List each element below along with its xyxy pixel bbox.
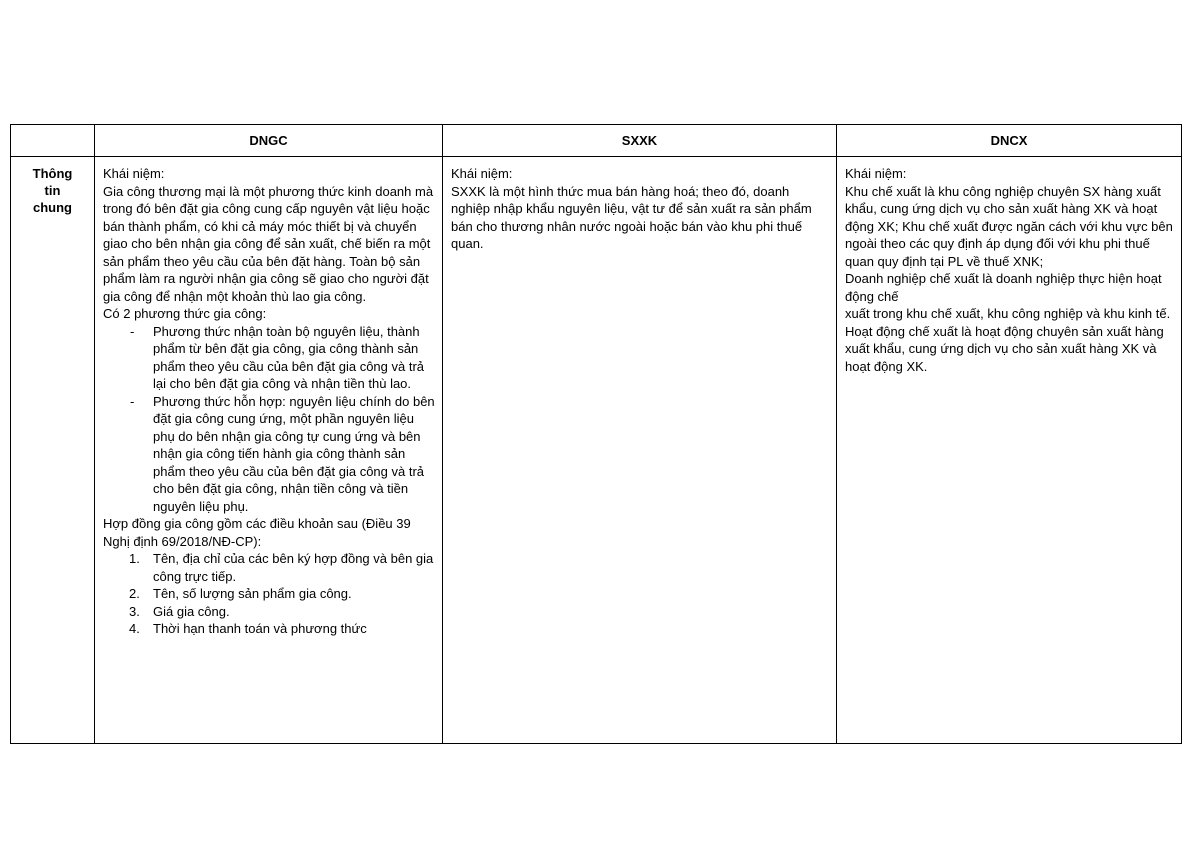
list-item-text: Tên, địa chỉ của các bên ký hợp đồng và bên gia công trực tiếp. [153,551,434,584]
header-sxxk: SXXK [443,125,837,157]
dngc-methods-intro: Có 2 phương thức gia công: [103,306,267,321]
row-label-line: Thông [32,166,73,181]
dngc-cell [95,157,443,744]
comparison-table [10,124,1182,744]
dngc-concept-text: Gia công thương mại là một phương thức kinh doanh mà trong đó bên đặt gia công cung cấp nguyên vật liệu hoặc bán thành phẩm, có khi cả máy móc thiết bị và chuyển giao cho bên nhận gia công để sản xuất, chế biến ra một sản phẩm theo yêu cầu của bên đặt hàng. Toàn bộ sản phẩm làm ra người nhận gia công sẽ giao cho người đặt gia công để nhận một khoản thù lao gia công. [103,183,434,304]
dngc-methods-list [103,323,436,516]
dngc-contract-terms-list [103,550,436,638]
dncx-cell [837,157,1182,744]
dash-marker: - [130,323,135,339]
list-item [103,393,436,516]
dncx-concept-label: Khái niệm: [845,166,907,181]
header-empty-cell [11,125,95,157]
header-dncx: DNCX [837,125,1182,157]
list-item-text: Phương thức nhận toàn bộ nguyên liệu, thành phẩm từ bên đặt gia công, gia công thành sản phẩm theo yêu cầu của bên đặt gia công và trả lại cho bên đặt gia công và nhận tiền thù lao. [153,323,425,391]
sxxk-concept-text: SXXK là một hình thức mua bán hàng hoá; theo đó, doanh nghiệp nhập khẩu nguyên liệu, vật tư để sản xuất ra sản phẩm bán cho thương nhân nước ngoài hoặc bán vào khu phi thuế quan. [451,183,812,251]
sxxk-cell [443,157,837,744]
list-item [103,603,436,621]
list-item [103,585,436,603]
list-item-text: Phương thức hỗn hợp: nguyên liệu chính do bên đặt gia công cung ứng, một phần nguyên liệu phụ do bên nhận gia công tự cung ứng và bên nhận gia công tiến hành gia công thành sản phẩm theo yêu cầu của bên đặt gia công và trả cho bên đặt gia công, nhận tiền công và tiền nguyên liệu phụ. [153,393,435,514]
dncx-paragraph-2a: Doanh nghiệp chế xuất là doanh nghiệp thực hiện hoạt động chế [845,271,1162,304]
number-marker: 4. [129,621,140,636]
list-item [103,620,436,638]
row-label-line: tin [44,183,61,198]
row-label-general-info [11,157,95,744]
dngc-contract-intro: Hợp đồng gia công gồm các điều khoản sau (Điều 39 Nghị định 69/2018/NĐ-CP): [103,516,411,549]
dngc-concept-label: Khái niệm: [103,166,165,181]
number-marker: 3. [129,603,140,619]
list-item-text: Tên, số lượng sản phẩm gia công. [153,586,352,601]
list-item [103,550,436,585]
sxxk-concept-label: Khái niệm: [451,166,513,181]
table-row [11,157,1182,744]
dash-marker: - [130,393,135,409]
dncx-paragraph-2b: xuất trong khu chế xuất, khu công nghiệp và khu kinh tế. [845,306,1171,321]
table-header-row [11,125,1182,157]
number-marker: 1. [129,551,140,566]
list-item [103,323,436,393]
list-item-text: Thời hạn thanh toán và phương thức [153,621,367,636]
header-dngc: DNGC [95,125,443,157]
dncx-paragraph-1: Khu chế xuất là khu công nghiệp chuyên SX hàng xuất khẩu, cung ứng dịch vụ cho sản xuất hàng XK và hoạt động XK; Khu chế xuất được ngăn cách với khu vực bên ngoài theo các quy định áp dụng đối với khu phi thuế quan quy định tại PL về thuế XNK; [845,183,1173,269]
number-marker: 2. [129,586,140,601]
list-item-text: Giá gia công. [153,603,230,619]
dncx-paragraph-3: Hoạt động chế xuất là hoạt động chuyên sản xuất hàng xuất khẩu, cung ứng dịch vụ cho sản xuất hàng XK và hoạt động XK. [845,323,1164,374]
row-label-line: chung [33,200,72,215]
